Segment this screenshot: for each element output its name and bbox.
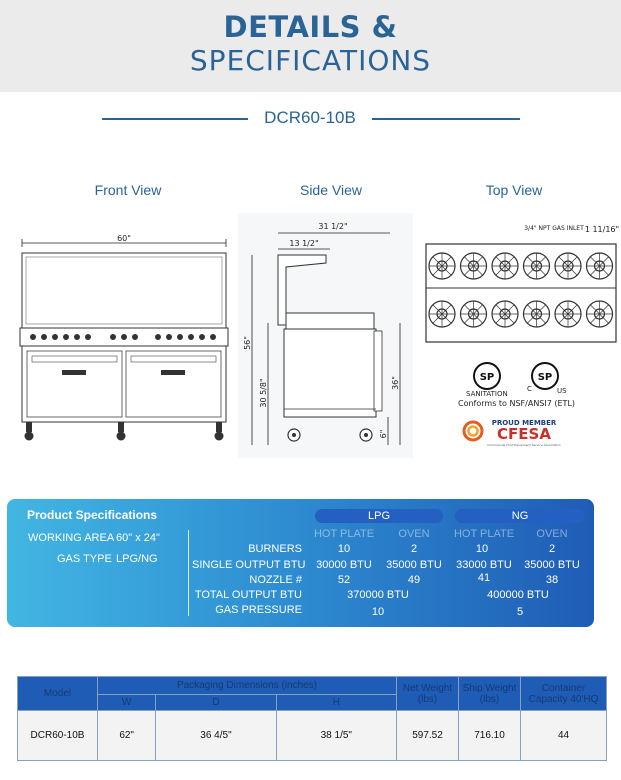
total-btu-lpg: 370000 BTU xyxy=(347,589,409,601)
single-btu-ng-hp: 33000 BTU xyxy=(456,559,512,571)
top-view-label: Top View xyxy=(485,182,543,198)
fuel-ng: NG xyxy=(511,510,529,522)
single-btu-label: SINGLE OUTPUT BTU xyxy=(192,559,306,571)
gas-pressure-lpg: 10 xyxy=(371,606,385,618)
side-height-dim: 56" xyxy=(243,336,252,350)
package-table xyxy=(17,676,607,761)
burners-lpg-ov: 2 xyxy=(410,543,418,555)
nozzle-lpg-ov: 49 xyxy=(407,574,421,586)
conforms-text: Conforms to NSF/ANSI7 (ETL) xyxy=(458,399,576,408)
side-view-drawing xyxy=(238,213,413,458)
page-title: DETAILS & xyxy=(223,10,398,44)
gas-type-value: LPG/NG xyxy=(116,553,158,565)
csa-us-logo xyxy=(530,361,560,391)
front-width-dim: 60" xyxy=(117,234,131,243)
svg-text:PROUD MEMBER: PROUD MEMBER xyxy=(491,419,557,427)
page-subtitle: SPECIFICATIONS xyxy=(189,44,432,77)
svg-text:Commercial Food Equipment Serv: Commercial Food Equipment Service Association xyxy=(487,443,561,447)
single-btu-ng-ov: 35000 BTU xyxy=(524,559,580,571)
spec-divider xyxy=(188,530,189,616)
burners-label: BURNERS xyxy=(248,543,302,555)
pkg-header-model: Model xyxy=(18,677,98,711)
pkg-w: 62" xyxy=(98,711,156,761)
spec-title: Product Specifications xyxy=(27,508,158,522)
gas-pressure-label: GAS PRESSURE xyxy=(215,604,302,616)
side-lower-dim: 30 5/8" xyxy=(259,378,268,408)
burners-lpg-hp: 10 xyxy=(337,543,351,555)
pkg-model: DCR60-10B xyxy=(18,711,98,761)
single-btu-lpg-hp: 30000 BTU xyxy=(316,559,372,571)
top-view-drawing xyxy=(424,222,619,347)
gas-type-label: GAS TYPE xyxy=(57,553,112,565)
pkg-header-ship: Ship Weight (lbs) xyxy=(459,677,521,711)
ng-oven-header: OVEN xyxy=(536,528,568,540)
side-work-dim: 36" xyxy=(391,376,400,390)
divider-left xyxy=(102,118,248,120)
pkg-header-container: Container Capacity 40'HQ xyxy=(521,677,607,711)
gas-pressure-ng: 5 xyxy=(516,606,524,618)
pkg-header-dims: Packaging Dimensions (inches) xyxy=(98,677,397,695)
pkg-d: 36 4/5" xyxy=(156,711,276,761)
working-area-label: WORKING AREA xyxy=(28,532,115,544)
pkg-header-net: Net Weight (lbs) xyxy=(397,677,459,711)
gas-inlet-label: 3/4" NPT GAS INLET xyxy=(524,225,584,232)
burners-ng-ov: 2 xyxy=(548,543,556,555)
model-code: DCR60-10B xyxy=(264,108,356,127)
svg-text:SP: SP xyxy=(479,372,495,383)
front-view-label: Front View xyxy=(94,182,162,198)
total-btu-ng: 400000 BTU xyxy=(487,589,549,601)
table-row xyxy=(18,711,607,761)
ng-hotplate-header: HOT PLATE xyxy=(453,528,515,540)
pkg-h: 38 1/5" xyxy=(276,711,396,761)
pkg-header-h: H xyxy=(276,695,396,711)
lpg-oven-header: OVEN xyxy=(398,528,430,540)
side-shelf-dim: 13 1/2" xyxy=(289,239,319,248)
burners-ng-hp: 10 xyxy=(475,543,489,555)
svg-text:CFESA: CFESA xyxy=(497,425,551,443)
nozzle-lpg-hp: 52 xyxy=(337,574,351,586)
side-leg-dim: 6" xyxy=(379,429,388,439)
pkg-header-d: D xyxy=(156,695,276,711)
total-btu-label: TOTAL OUTPUT BTU xyxy=(194,589,302,601)
us-mark: US xyxy=(557,387,567,395)
nozzle-ng-hp: 41 xyxy=(477,572,491,584)
pkg-ship: 716.10 xyxy=(459,711,521,761)
csa-sanitation-logo xyxy=(472,361,502,391)
fuel-lpg: LPG xyxy=(367,510,390,522)
nozzle-ng-ov: 38 xyxy=(545,574,559,586)
pkg-net: 597.52 xyxy=(397,711,459,761)
single-btu-lpg-ov: 35000 BTU xyxy=(386,559,442,571)
nozzle-label: NOZZLE # xyxy=(249,574,302,586)
side-view-label: Side View xyxy=(299,182,362,198)
side-depth-dim: 31 1/2" xyxy=(318,222,348,231)
c-mark: C xyxy=(527,385,532,393)
cfesa-logo xyxy=(462,417,572,449)
front-view-drawing xyxy=(18,225,238,450)
working-area-value: 60" x 24" xyxy=(116,532,160,544)
pkg-container: 44 xyxy=(521,711,607,761)
svg-text:SP: SP xyxy=(537,372,553,383)
sanitation-label: SANITATION xyxy=(466,390,508,398)
divider-right xyxy=(372,118,520,120)
pkg-header-w: W xyxy=(98,695,156,711)
lpg-hotplate-header: HOT PLATE xyxy=(313,528,375,540)
top-offset-dim: 1 11/16" xyxy=(584,225,620,234)
